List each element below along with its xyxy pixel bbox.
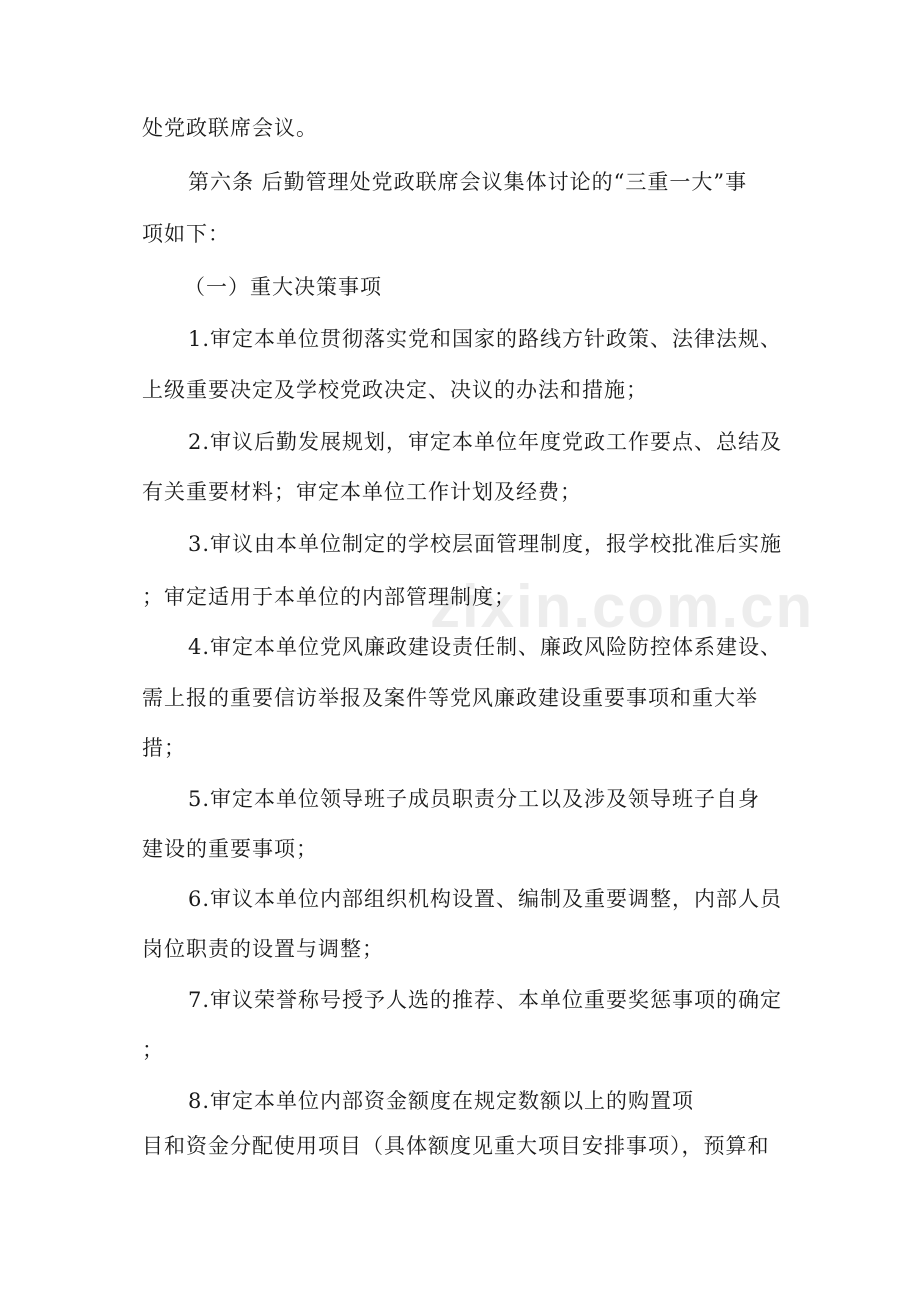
list-item-3: 3.审议由本单位制定的学校层面管理制度，报学校批准后实施 xyxy=(188,532,783,556)
watermark: zixin.com.cn xyxy=(430,573,815,640)
text-line: 处党政联席会议。 xyxy=(142,116,318,140)
list-item-6: 6.审议本单位内部组织机构设置、编制及重要调整，内部人员 xyxy=(188,887,783,911)
text-line: ； xyxy=(142,1038,164,1062)
text-line: ；审定适用于本单位的内部管理制度； xyxy=(142,585,516,609)
list-item-8: 8.审定本单位内部资金额度在规定数额以上的购置项 xyxy=(188,1089,695,1113)
section-heading: （一）重大决策事项 xyxy=(184,275,382,299)
list-item-5: 5.审定本单位领导班子成员职责分工以及涉及领导班子自身 xyxy=(188,787,761,811)
text-line: 需上报的重要信访举报及案件等党风廉政建设重要事项和重大举 xyxy=(142,686,758,710)
text-line: 上级重要决定及学校党政决定、决议的办法和措施； xyxy=(142,378,648,402)
text-line: 有关重要材料；审定本单位工作计划及经费； xyxy=(142,480,582,504)
text-line: 目和资金分配使用项目（具体额度见重大项目安排事项），预算和 xyxy=(142,1134,770,1158)
list-item-4: 4.审定本单位党风廉政建设责任制、廉政风险防控体系建设、 xyxy=(188,635,783,659)
list-item-2: 2.审议后勤发展规划，审定本单位年度党政工作要点、总结及 xyxy=(188,430,783,454)
text-line: 项如下： xyxy=(142,222,230,246)
text-line: 建设的重要事项； xyxy=(142,837,318,861)
list-item-7: 7.审议荣誉称号授予人选的推荐、本单位重要奖惩事项的确定 xyxy=(188,988,783,1012)
text-line: 岗位职责的设置与调整； xyxy=(142,937,384,961)
list-item-1: 1.审定本单位贯彻落实党和国家的路线方针政策、法律法规、 xyxy=(188,327,783,351)
article-heading: 第六条 后勤管理处党政联席会议集体讨论的“三重一大”事 xyxy=(188,170,748,194)
text-line: 措； xyxy=(142,736,186,760)
